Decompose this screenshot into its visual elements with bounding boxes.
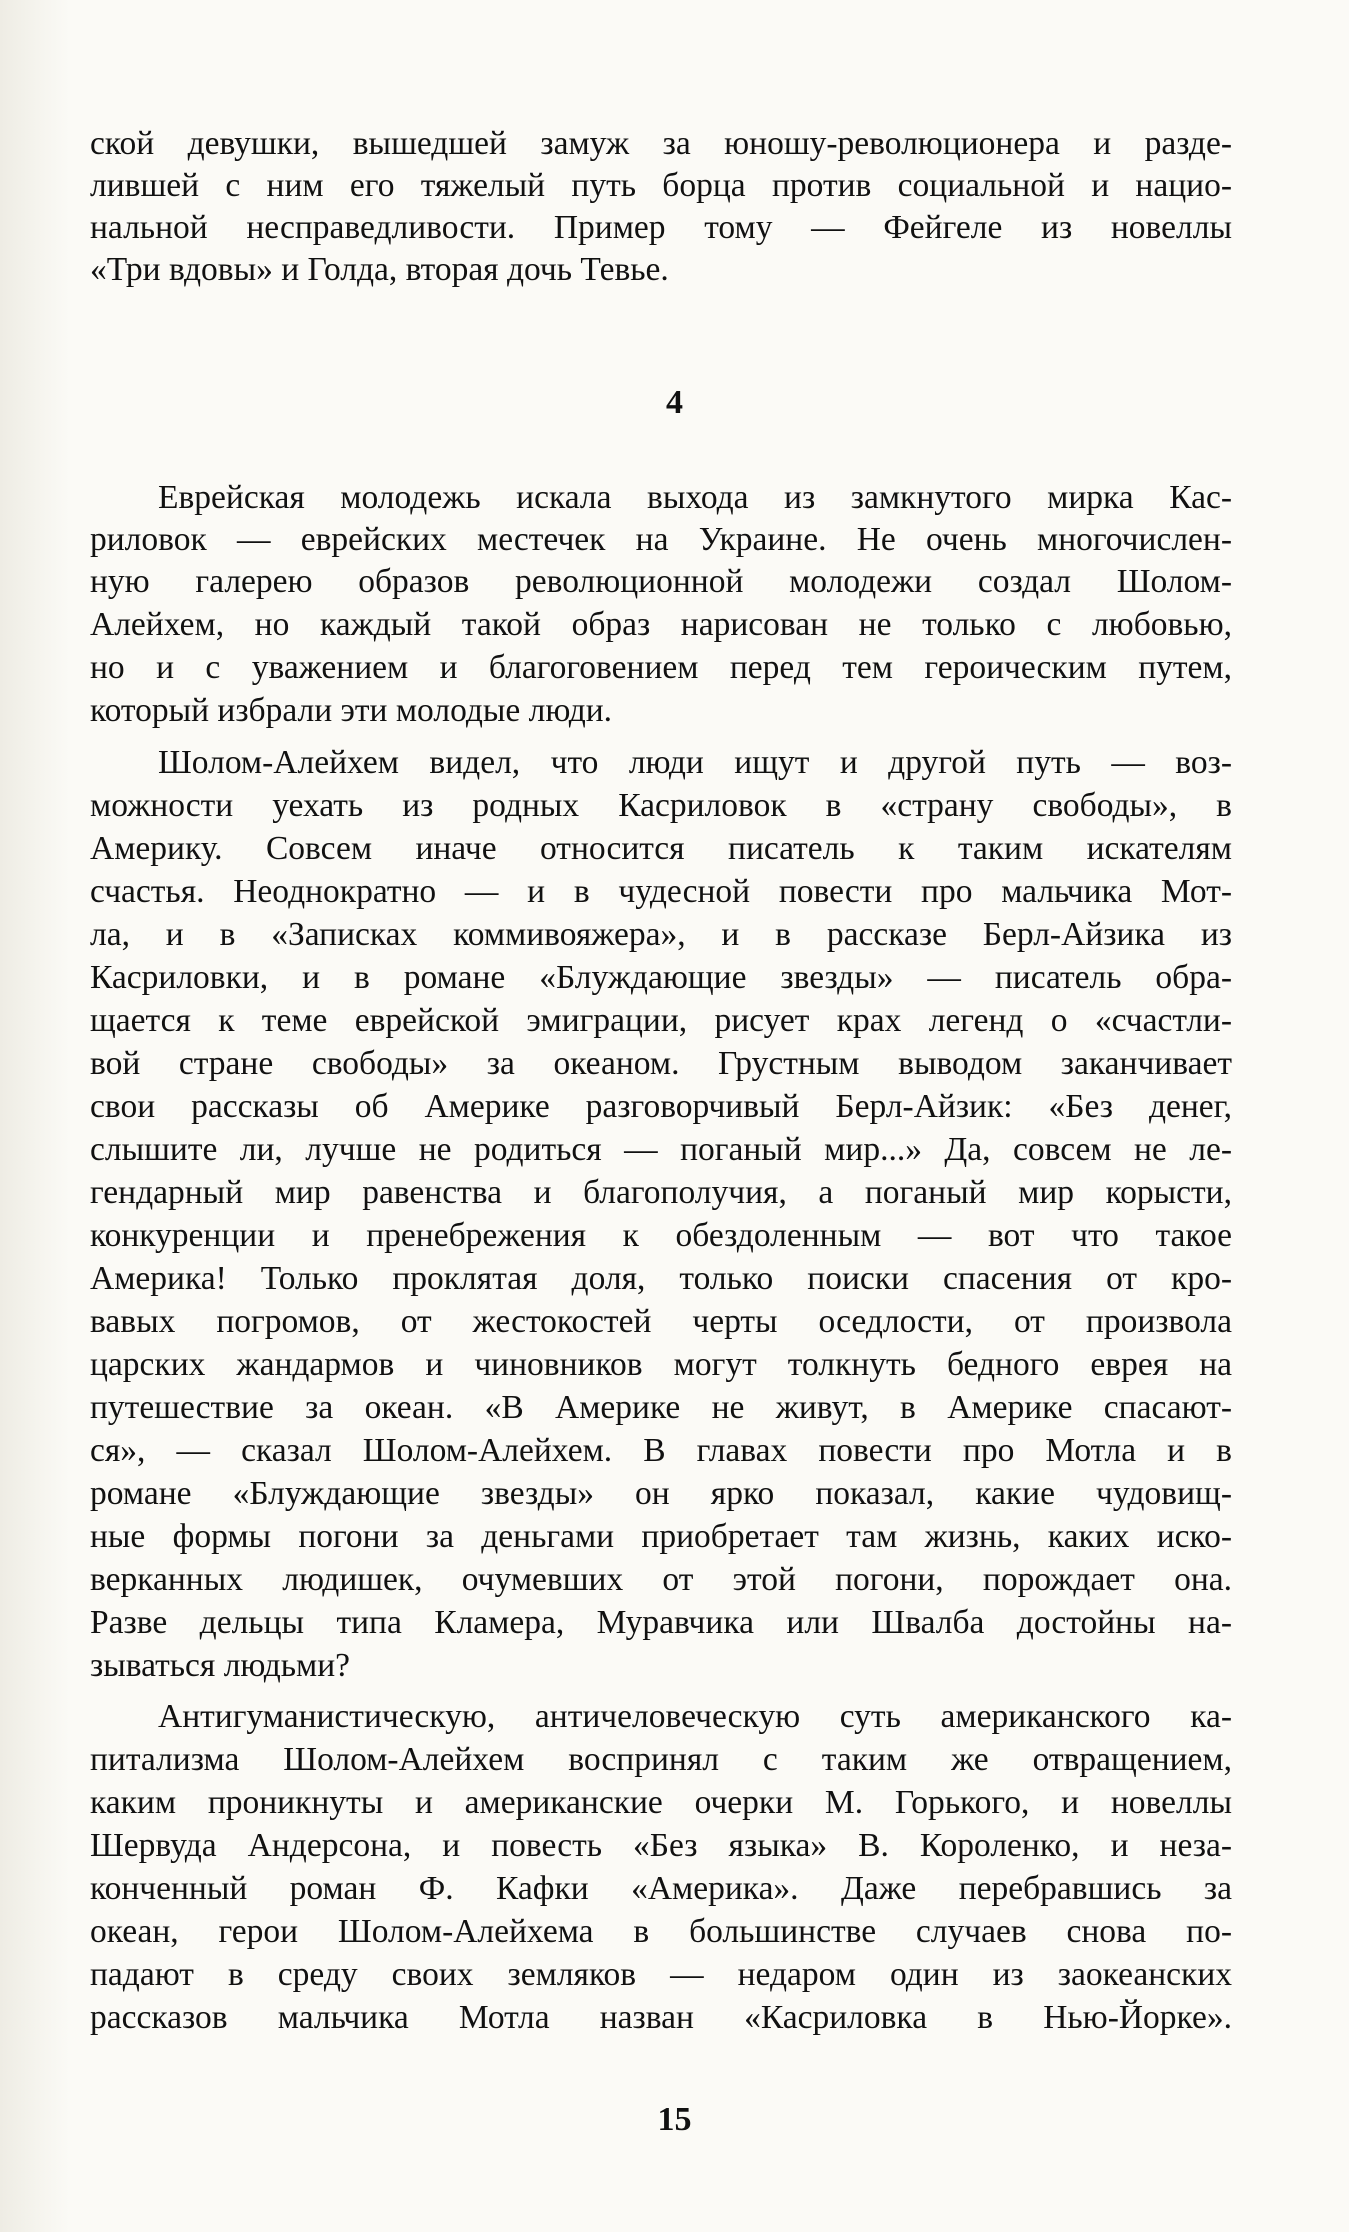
text-line: «Три вдовы» и Голда, вторая дочь Тевье. — [90, 251, 669, 288]
text-line: ную галерею образов революционной молодежи создал Шолом- — [90, 563, 1232, 600]
text-line: вой стране свободы» за океаном. Грустным выводом заканчивает — [90, 1045, 1232, 1082]
text-line: падают в среду своих земляков — недаром один из заокеанских — [90, 1956, 1232, 1993]
text-line: ные формы погони за деньгами приобретает там жизнь, каких иско- — [90, 1518, 1232, 1555]
text-line: ла, и в «Записках коммивояжера», и в рассказе Берл-Айзика из — [90, 916, 1232, 953]
text-line: лившей с ним его тяжелый путь борца против социальной и нацио- — [90, 167, 1232, 204]
text-line: Америку. Совсем иначе относится писатель к таким искателям — [90, 830, 1232, 867]
page-gutter-shadow — [0, 0, 70, 2232]
text-line: можности уехать из родных Касриловок в «страну свободы», в — [90, 787, 1232, 824]
text-line: зываться людьми? — [90, 1647, 351, 1684]
text-line: рассказов мальчика Мотла назван «Касриловка в Нью-Йорке». — [90, 1999, 1232, 2036]
text-line: Америка! Только проклятая доля, только поиски спасения от кро- — [90, 1260, 1232, 1297]
text-line: слышите ли, лучше не родиться — поганый мир...» Да, совсем не ле- — [90, 1131, 1232, 1168]
text-line: романе «Блуждающие звезды» он ярко показал, какие чудовищ- — [90, 1475, 1232, 1512]
text-line: но и с уважением и благоговением перед тем героическим путем, — [90, 649, 1232, 686]
text-line: гендарный мир равенства и благополучия, а поганый мир корысти, — [90, 1174, 1232, 1211]
text-line: риловок — еврейских местечек на Украине. Не очень многочислен- — [90, 521, 1232, 558]
text-line: Алейхем, но каждый такой образ нарисован не только с любовью, — [90, 606, 1232, 643]
text-line: царских жандармов и чиновников могут толкнуть бедного еврея на — [90, 1346, 1232, 1383]
text-line: Шервуда Андерсона, и повесть «Без языка» В. Короленко, и неза- — [90, 1827, 1232, 1864]
text-line: конченный роман Ф. Кафки «Америка». Даже перебравшись за — [90, 1870, 1232, 1907]
text-line: ся», — сказал Шолом-Алейхем. В главах повести про Мотла и в — [90, 1432, 1232, 1469]
text-line: каким проникнуты и американские очерки М. Горького, и новеллы — [90, 1784, 1232, 1821]
text-line: Шолом-Алейхем видел, что люди ищут и другой путь — воз- — [158, 744, 1232, 781]
text-line: Еврейская молодежь искала выхода из замкнутого мирка Кас- — [158, 479, 1232, 516]
text-line: свои рассказы об Америке разговорчивый Берл-Айзик: «Без денег, — [90, 1088, 1232, 1125]
text-line: щается к теме еврейской эмиграции, рисует крах легенд о «счастли- — [90, 1002, 1232, 1039]
text-line: вавых погромов, от жестокостей черты оседлости, от произвола — [90, 1303, 1232, 1340]
text-line: который избрали эти молодые люди. — [90, 692, 613, 729]
page-number: 15 — [657, 2101, 692, 2138]
text-line: Касриловки, и в романе «Блуждающие звезды» — писатель обра- — [90, 959, 1232, 996]
text-line: нальной несправедливости. Пример тому — Фейгеле из новеллы — [90, 209, 1232, 246]
text-line: путешествие за океан. «В Америке не живут, в Америке спасают- — [90, 1389, 1232, 1426]
text-line: океан, герои Шолом-Алейхема в большинстве случаев снова по- — [90, 1913, 1232, 1950]
text-line: Антигуманистическую, античеловеческую суть американского ка- — [158, 1698, 1232, 1735]
text-line: питализма Шолом-Алейхем воспринял с таким же отвращением, — [90, 1741, 1232, 1778]
text-line: Разве дельцы типа Кламера, Муравчика или Швалба достойны на- — [90, 1604, 1232, 1641]
text-line: конкуренции и пренебрежения к обездоленным — вот что такое — [90, 1217, 1232, 1254]
text-line: верканных людишек, очумевших от этой погони, порождает она. — [90, 1561, 1232, 1598]
text-line: ской девушки, вышедшей замуж за юношу-революционера и разде- — [90, 125, 1232, 162]
section-number: 4 — [666, 384, 683, 421]
text-line: счастья. Неоднократно — и в чудесной повести про мальчика Мот- — [90, 873, 1232, 910]
